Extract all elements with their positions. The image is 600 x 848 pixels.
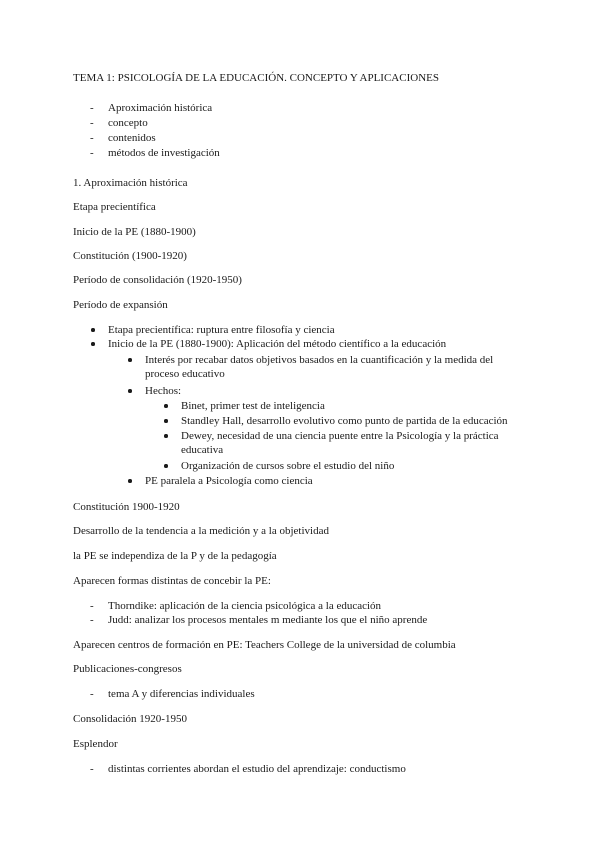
stage-label: Constitución (1900-1920) (73, 250, 187, 262)
bullet-icon (164, 434, 168, 438)
bullet-icon (164, 404, 168, 408)
bullet-item: Inicio de la PE (1880-1900): Aplicación del método científico a la educación (108, 338, 447, 350)
stage-label: Etapa precientífica (73, 201, 156, 213)
outline-item: contenidos (108, 132, 156, 144)
bullet-item: Dewey, necesidad de una ciencia puente entre la Psicología y la práctica (181, 430, 499, 442)
section-heading: 1. Aproximación histórica (73, 177, 188, 189)
dash-marker: - (90, 132, 94, 144)
dash-marker: - (90, 117, 94, 129)
paragraph: Publicaciones-congresos (73, 663, 182, 675)
paragraph: Esplendor (73, 738, 118, 750)
bullet-item-continuation: proceso educativo (145, 368, 225, 380)
section-heading: Consolidación 1920-1950 (73, 713, 187, 725)
paragraph: Aparecen centros de formación en PE: Teachers College de la universidad de columbia (73, 639, 456, 651)
bullet-item: Organización de cursos sobre el estudio del niño (181, 460, 395, 472)
list-item: Judd: analizar los procesos mentales m mediante los que el niño aprende (108, 614, 428, 626)
dash-marker: - (90, 147, 94, 159)
dash-marker: - (90, 600, 94, 612)
stage-label: Período de expansión (73, 299, 168, 311)
section-heading: Constitución 1900-1920 (73, 501, 180, 513)
stage-label: Período de consolidación (1920-1950) (73, 274, 242, 286)
bullet-icon (128, 389, 132, 393)
list-item: Thorndike: aplicación de la ciencia psicológica a la educación (108, 600, 382, 612)
bullet-item: Interés por recabar datos objetivos basados en la cuantificación y la medida del (145, 354, 494, 366)
bullet-icon (128, 358, 132, 362)
bullet-icon (164, 419, 168, 423)
paragraph: la PE se independiza de la P y de la pedagogía (73, 550, 277, 562)
bullet-item: Hechos: (145, 385, 182, 397)
bullet-icon (128, 479, 132, 483)
dash-marker: - (90, 102, 94, 114)
list-item: distintas corrientes abordan el estudio del aprendizaje: conductismo (108, 763, 406, 775)
outline-item: concepto (108, 117, 148, 129)
dash-marker: - (90, 614, 94, 626)
list-item: tema A y diferencias individuales (108, 688, 255, 700)
outline-item: Aproximación histórica (108, 102, 213, 114)
dash-marker: - (90, 763, 94, 775)
paragraph: Desarrollo de la tendencia a la medición y a la objetividad (73, 525, 329, 537)
bullet-item: Standley Hall, desarrollo evolutivo como punto de partida de la educación (181, 415, 508, 427)
bullet-item: PE paralela a Psicología como ciencia (145, 475, 313, 487)
bullet-icon (91, 328, 95, 332)
stage-label: Inicio de la PE (1880-1900) (73, 226, 196, 238)
bullet-item-continuation: educativa (181, 444, 224, 456)
bullet-item: Etapa precientífica: ruptura entre filosofía y ciencia (108, 324, 335, 336)
bullet-icon (91, 342, 95, 346)
dash-marker: - (90, 688, 94, 700)
document-title: TEMA 1: PSICOLOGÍA DE LA EDUCACIÓN. CONCEPTO Y APLICACIONES (73, 72, 439, 84)
paragraph: Aparecen formas distintas de concebir la PE: (73, 575, 271, 587)
outline-item: métodos de investigación (108, 147, 220, 159)
bullet-item: Binet, primer test de inteligencia (181, 400, 325, 412)
bullet-icon (164, 464, 168, 468)
